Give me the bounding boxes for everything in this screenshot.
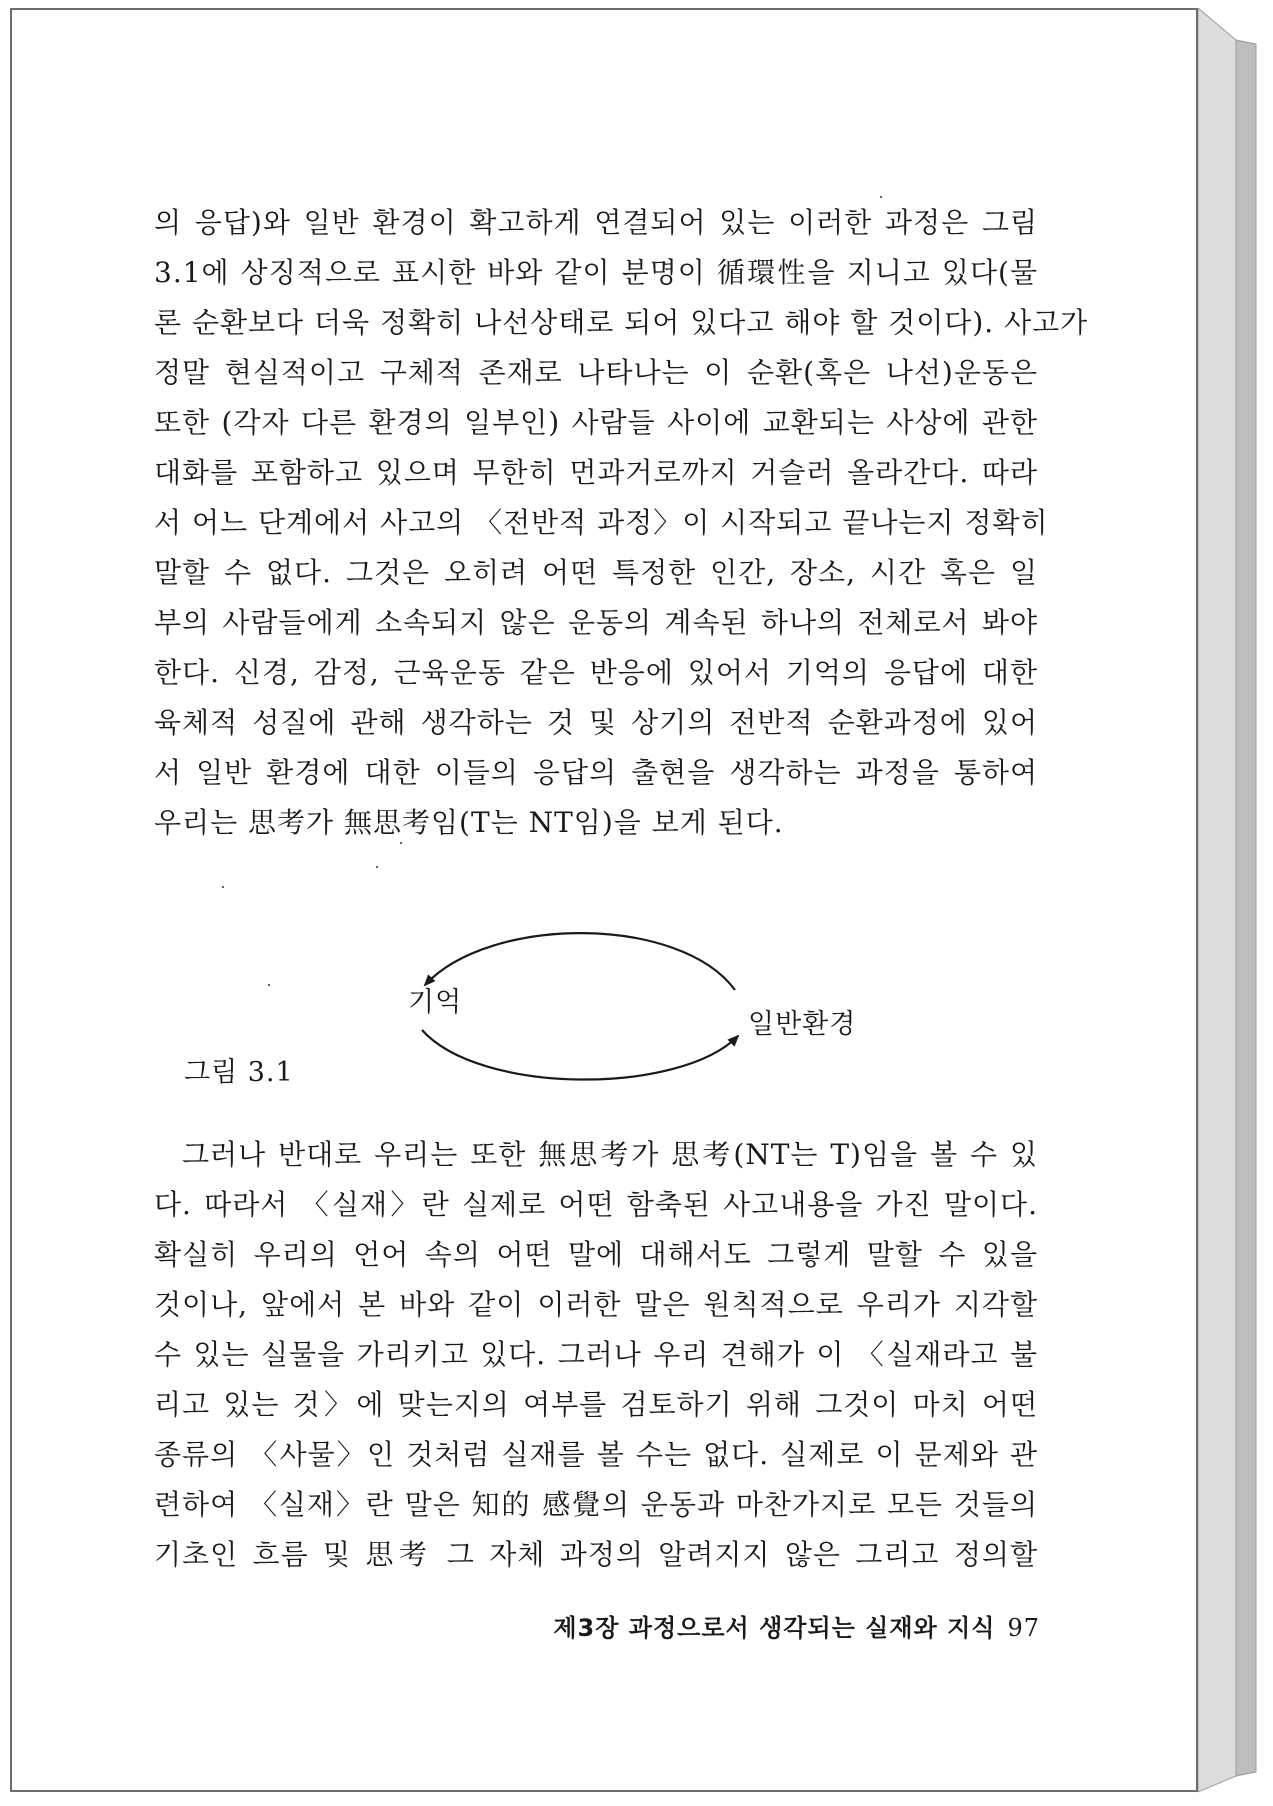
figure-node-environment: 일반환경 [748,1009,857,1040]
text-line: 것이나, 앞에서 본 바와 같이 이러한 말은 원칙적으로 우리가 지각할 [154,1288,1038,1321]
text-line: 수 있는 실물을 가리키고 있다. 그러나 우리 견해가 이 〈실재라고 불 [154,1338,1038,1371]
paragraph-top [154,198,1089,848]
text-line: 대화를 포함하고 있으며 무한히 먼과거로까지 거슬러 올라간다. 따라 [154,456,1038,489]
text-line: 정말 현실적이고 구체적 존재로 나타나는 이 순환(혹은 나선)운동은 [154,356,1038,389]
arrow-top-to-memory [425,933,735,990]
text-line: 론 순환보다 더욱 정확히 나선상태로 되어 있다고 해야 할 것이다). 사고가 [154,306,1089,339]
text-line: 부의 사람들에게 소속되지 않은 운동의 계속된 하나의 전체로서 봐야 [154,606,1038,639]
text-line: 확실히 우리의 언어 속의 어떤 말에 대해서도 그렇게 말할 수 있을 [154,1238,1038,1271]
running-footer [520,1608,1040,1643]
text-line: 3.1에 상징적으로 표시한 바와 같이 분명이 循環性을 지니고 있다(물 [154,256,1038,289]
text-line: 리고 있는 것〉에 맞는지의 여부를 검토하기 위해 그것이 마치 어떤 [154,1388,1038,1421]
text-line: 종류의 〈사물〉인 것처럼 실재를 볼 수는 없다. 실제로 이 문제와 관 [154,1438,1038,1471]
text-line: 기초인 흐름 및 思考 그 자체 과정의 알려지지 않은 그리고 정의할 [154,1538,1038,1571]
text-line: 또한 (각자 다른 환경의 일부인) 사람들 사이에 교환되는 사상에 관한 [154,406,1038,439]
text-line: 다. 따라서 〈실재〉란 실제로 어떤 함축된 사고내용을 가진 말이다. [154,1188,1038,1221]
scan-speck [376,866,378,868]
page-number: 97 [1007,1614,1040,1642]
figure-3-1 [160,920,920,1100]
text-line: 우리는 思考가 無思考임(T는 NT임)을 보게 된다. [154,806,784,839]
arrow-bottom-to-environment [422,1030,738,1080]
scan-speck [880,196,882,198]
text-line: 그러나 반대로 우리는 또한 無思考가 思考(NT는 T)임을 볼 수 있 [182,1138,1038,1171]
scan-speck [268,984,270,986]
scan-speck [400,842,402,844]
figure-node-memory: 기억 [408,987,463,1018]
text-line: 서 일반 환경에 대한 이들의 응답의 출현을 생각하는 과정을 통하여 [154,756,1038,789]
scan-speck [222,886,224,888]
text-line: 련하여 〈실재〉란 말은 知的 感覺의 운동과 마찬가지로 모든 것들의 [154,1488,1038,1521]
book-spine [1198,0,1258,1806]
figure-caption: 그림 3.1 [184,1057,294,1088]
text-line: 말할 수 없다. 그것은 오히려 어떤 특정한 인간, 장소, 시간 혹은 일 [154,556,1038,589]
paragraph-bottom [154,1130,1038,1580]
text-line: 서 어느 단계에서 사고의 〈전반적 과정〉이 시작되고 끝나는지 정확히 [154,506,1049,539]
text-line: 한다. 신경, 감정, 근육운동 같은 반응에 있어서 기억의 응답에 대한 [154,656,1038,689]
chapter-title: 제3장 과정으로서 생각되는 실재와 지식 [553,1614,996,1642]
text-line: 의 응답)와 일반 환경이 확고하게 연결되어 있는 이러한 과정은 그림 [154,206,1038,239]
text-line: 육체적 성질에 관해 생각하는 것 및 상기의 전반적 순환과정에 있어 [154,706,1038,739]
